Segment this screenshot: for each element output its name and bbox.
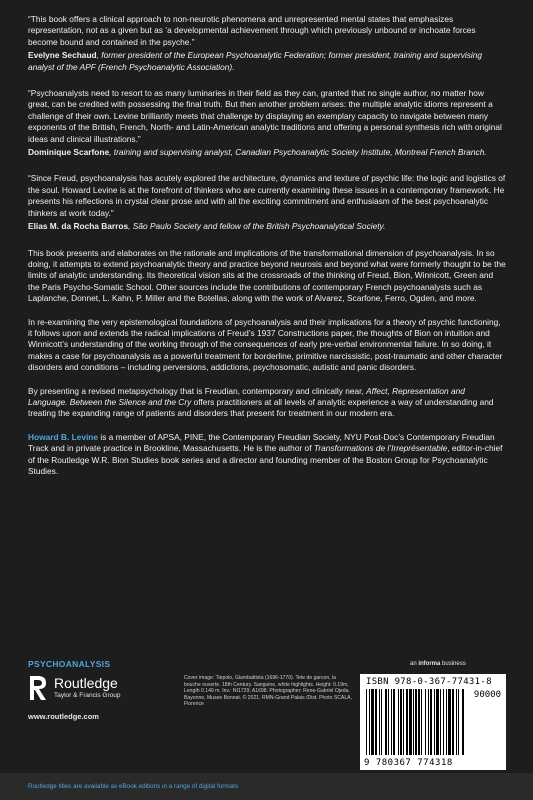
author-bio-lead: is a member of APSA, PINE, the Contemporary Freudian Society, NYU Post-Doc’s Contemporary Freudian Track and in private practice in Brookline, Massachusetts. He is the author of [28, 431, 495, 454]
isbn-barcode [360, 674, 506, 770]
endorser-affiliation-1: , former president of the European Psychoanalytic Federation; former president, training and supervising analyst of the APF (French Psychoanalytic Association). [28, 50, 483, 72]
barcode-bar [381, 689, 382, 755]
barcode-bar [388, 689, 389, 755]
barcode-bar [434, 689, 435, 755]
isbn-number: ISBN 978-0-367-77431-8 [366, 677, 492, 687]
endorsement-quote-3: “Since Freud, psychoanalysis has acutely explored the architecture, dynamics and texture of psychic life: the logic and logistics of the soul. Howard Levine is at the forefront of thinkers who are currently examining these issues in a contemporary framework. He presents his reflections in crystal clear prose and with all the exciting commitment and enthusiasm of the best psychoanalytic thinkers at work today.” [28, 173, 506, 218]
barcode-bar [413, 689, 414, 755]
barcode-bar [415, 689, 417, 755]
cover-image-credit: Cover image: Tiepolo, Giambattista (1696-1770). Tete de garcon, la bouche ouverte. 18th Century. Sanguine, white highlights. Height: 0.19m, Length 0.149 m. Inv.: NI1729; A1698. Photographer: Rene-Gabriel Ojeda. Bayonne, Musee Bonnat. © 2021. RMN-Grand Palais /Dist. Photo SCALA, Florence [184, 675, 352, 707]
author-book-title: Transformations de l’Irreprésentable [313, 443, 448, 454]
barcode-bar [398, 689, 399, 755]
barcode-bar [462, 689, 464, 755]
endorser-name-2: Dominique Scarfone [28, 147, 110, 158]
publisher-name: Routledge [54, 675, 118, 691]
barcode-bar [456, 689, 457, 755]
barcode-bar [425, 689, 426, 755]
endorsement-attribution-1 [28, 50, 506, 73]
description-paragraph-2: In re-examining the very epistemological foundations of psychoanalysis and their implications for a theory of psychic functioning, it follows upon and extends the radical implications of Freud’s 1937 Constructions paper, the thoughts of Bion on intuition and Winnicott’s understanding of the working through of the consequences of early pre-verbal environmental failure. In so doing, it makes a case for psychoanalysis as a powerful treatment for borderline, primitive narcissistic, post-traumatic and other character disorders and conditions – including perversions, addictions, psychosomatic, autistic and panic disorders. [28, 316, 503, 373]
barcode-bar [393, 689, 395, 755]
description-paragraph-1: This book presents and elaborates on the rationale and implications of the transformational dimension of psychoanalysis. In so doing, it attempts to extend psychoanalytic theory and practice beyond neurosis and beyond what were formerly thought to be the limits of analytic understanding. Its theoretical vision sits at the crossroads of the thinking of Freud, Bion, Winnicott, Green and the Paris Psycho-Somatic School. Other sources include the contributions of contemporary French psychoanalysts such as Laplanche, Donnet, L. Kahn, P. Miller and the Botellas, along with the work of Alvarez, Scarfone, Ferro, Ogden, and more. [28, 247, 506, 304]
ebook-availability-note: Routledge titles are available as eBook editions in a range of digital formats [28, 783, 239, 790]
endorser-name-3: Elias M. da Rocha Barros [28, 221, 129, 232]
barcode-bar [409, 689, 412, 755]
subject-category: PSYCHOANALYSIS [28, 659, 111, 669]
barcode-bars [366, 689, 466, 755]
endorsement-quote-2: “Psychoanalysts need to resort to as many luminaries in their field as they can, granted that no single author, no matter how great, can be credited with possessing the final truth. But then another problem arises: the multiple analytic idioms represent a challenge of their own. Levine brilliantly meets that challenge by displaying an exemplary capacity to navigate between many exponents of the British, French, North- and Latin-American analytic traditions and offering a personal synthesis rich with original ideas and clinical illustrations.” [28, 88, 502, 144]
barcode-bar [458, 689, 459, 755]
description-p3-lead: By presenting a revised metapsychology that is Freudian, contemporary and clinically near, [28, 385, 367, 396]
endorsement-attribution-2 [28, 147, 506, 158]
description-paragraph-3 [28, 386, 506, 420]
barcode-bar [406, 689, 408, 755]
barcode-bar [428, 689, 429, 755]
publisher-group: Taylor & Francis Group [54, 692, 121, 699]
barcode-bar [379, 689, 380, 755]
informa-suffix: business [440, 661, 466, 667]
informa-brand: informa [418, 661, 441, 667]
barcode-bar [403, 689, 404, 755]
routledge-logo [28, 673, 148, 705]
description-p3-tail: offers practitioners at all levels of analytic experience a way of understanding and treating the expanding range of patients and disorders that present for treatment in our modern era. [28, 396, 494, 419]
author-name: Howard B. Levine [28, 431, 99, 442]
barcode-bar [371, 689, 374, 755]
barcode-bar [400, 689, 402, 755]
back-cover-text [28, 14, 506, 477]
endorser-name-1: Evelyne Sechaud [28, 50, 97, 61]
footer-bar [0, 773, 533, 800]
endorsement-quote-1: “This book offers a clinical approach to non-neurotic phenomena and unrepresented mental states that emphasizes representation, not as a given but as ‘a developmental achievement through which previously unbound or inchoate forces become bound and contained in the psyche.” [28, 14, 476, 47]
barcode-bar [375, 689, 377, 755]
informa-prefix: an [410, 661, 419, 667]
barcode-bar [446, 689, 447, 755]
barcode-digits: 9 780367 774318 [364, 758, 453, 768]
barcode-bar [430, 689, 432, 755]
barcode-bar [391, 689, 392, 755]
barcode-bar [369, 689, 370, 755]
book-title: Affect, Representation and Language. Between the Silence and the Cry [28, 385, 465, 407]
barcode-bar [418, 689, 420, 755]
barcode-bar [443, 689, 444, 755]
endorser-affiliation-2: , training and supervising analyst, Canadian Psychoanalytic Society Institute, Montreal French Branch. [109, 147, 487, 158]
barcode-bar [436, 689, 439, 755]
routledge-logo-icon [28, 674, 48, 702]
author-bio-tail: , editor-in-chief of the Routledge W.R. Bion Studies book series and a director and founding member of the Boston Group for Psychoanalytic Studies. [28, 443, 503, 476]
barcode-bar [448, 689, 451, 755]
publisher-website[interactable]: www.routledge.com [28, 712, 99, 721]
endorser-affiliation-3: , São Paulo Society and fellow of the British Psychoanalytical Society. [128, 221, 386, 232]
price-code: 90000 [473, 690, 501, 700]
author-bio [28, 432, 506, 478]
endorsement-attribution-3 [28, 221, 506, 232]
informa-business-tag [410, 661, 466, 667]
barcode-bar [366, 689, 367, 755]
barcode-bar [421, 689, 422, 755]
barcode-bar [385, 689, 387, 755]
barcode-bar [440, 689, 441, 755]
barcode-bar [452, 689, 454, 755]
